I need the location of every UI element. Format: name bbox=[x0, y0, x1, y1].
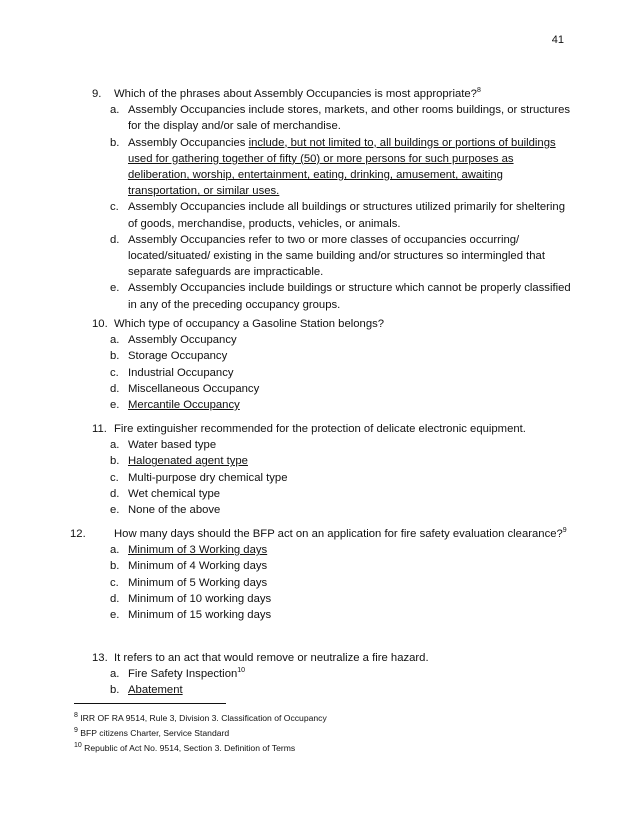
question-stem bbox=[92, 421, 572, 437]
footnotes bbox=[74, 711, 327, 756]
footnote-divider bbox=[74, 703, 226, 704]
question-stem bbox=[70, 526, 572, 542]
option-text: Industrial Occupancy bbox=[128, 366, 234, 379]
option-e bbox=[110, 397, 572, 413]
footnote-text: IRR OF RA 9514, Rule 3, Division 3. Classification of Occupancy bbox=[77, 713, 327, 723]
option-letter: a. bbox=[110, 334, 120, 347]
question-number: 11. bbox=[92, 423, 107, 435]
option-c bbox=[110, 365, 572, 381]
question-text: How many days should the BFP act on an application for fire safety evaluation clearance? bbox=[114, 528, 563, 540]
option-text bbox=[128, 280, 572, 312]
option-letter: b. bbox=[110, 350, 120, 363]
option-letter: a. bbox=[110, 104, 120, 117]
option-letter: d. bbox=[110, 487, 120, 500]
option-letter: e. bbox=[110, 609, 120, 622]
option-text: Minimum of 15 working days bbox=[128, 609, 272, 622]
option-letter: e. bbox=[110, 399, 120, 412]
correct-answer: Halogenated agent type bbox=[128, 455, 248, 468]
option-a bbox=[110, 102, 572, 134]
correct-answer: Mercantile Occupancy bbox=[128, 399, 240, 412]
option-text: None of the above bbox=[128, 504, 221, 517]
option-letter: c. bbox=[110, 471, 119, 484]
option-text-plain: Fire Safety Inspection bbox=[128, 668, 238, 681]
question-text: Fire extinguisher recommended for the protection of delicate electronic equipment. bbox=[114, 423, 526, 435]
option-d bbox=[110, 486, 572, 502]
option-b bbox=[110, 682, 572, 698]
option-letter: b. bbox=[110, 455, 120, 468]
option-letter: c. bbox=[110, 201, 119, 214]
option-text-plain: Assembly Occupancies bbox=[128, 136, 249, 149]
option-letter: c. bbox=[110, 366, 119, 379]
option-text-plain: Assembly Occupancies include buildings or structure which cannot be properly classified in any of the preceding occupancy groups. bbox=[128, 282, 571, 311]
option-letter: d. bbox=[110, 592, 120, 605]
question-number: 13. bbox=[92, 652, 108, 664]
option-text-plain: Assembly Occupancies refer to two or more classes of occupancies occurring/ located/situated/ existing in the same building and/or structures so intermingled that separate safeguards are impracticable. bbox=[128, 233, 545, 279]
option-letter: c. bbox=[110, 576, 119, 589]
footnote-ref: 10 bbox=[237, 667, 246, 675]
option-text: Multi-purpose dry chemical type bbox=[128, 471, 288, 484]
option-text bbox=[128, 232, 572, 281]
option-text: Assembly Occupancy bbox=[128, 334, 237, 347]
question-number: 12. bbox=[70, 528, 86, 540]
option-e bbox=[110, 280, 572, 312]
option-b bbox=[110, 453, 572, 469]
option-letter: b. bbox=[110, 684, 120, 697]
option-letter: b. bbox=[110, 560, 120, 573]
footnote-8 bbox=[74, 711, 327, 726]
option-text: Storage Occupancy bbox=[128, 350, 228, 363]
footnote-ref: 8 bbox=[476, 87, 481, 95]
option-a bbox=[110, 542, 572, 558]
option-letter: a. bbox=[110, 668, 120, 681]
correct-answer: Abatement bbox=[128, 684, 183, 697]
question-12 bbox=[70, 526, 572, 623]
option-letter: e. bbox=[110, 504, 120, 517]
option-text-plain: Assembly Occupancies include stores, markets, and other rooms buildings, or structures for the display and/or sale of merchandise. bbox=[128, 104, 571, 133]
option-d bbox=[110, 591, 572, 607]
option-text-plain: Assembly Occupancies include all buildings or structures utilized primarily for sheltering of goods, merchandise, products, vehicles, or animals. bbox=[128, 201, 565, 230]
option-text: Water based type bbox=[128, 439, 217, 452]
option-text: Minimum of 4 Working days bbox=[128, 560, 268, 573]
question-text: It refers to an act that would remove or neutralize a fire hazard. bbox=[114, 652, 429, 664]
option-text: Miscellaneous Occupancy bbox=[128, 382, 260, 395]
option-letter: a. bbox=[110, 439, 120, 452]
option-letter: b. bbox=[110, 136, 120, 149]
option-a bbox=[110, 666, 572, 682]
option-letter: d. bbox=[110, 233, 120, 246]
correct-answer: Minimum of 3 Working days bbox=[128, 544, 268, 557]
footnote-number: 9 bbox=[74, 727, 78, 735]
option-text bbox=[128, 135, 572, 200]
option-text bbox=[128, 102, 572, 134]
option-text: Minimum of 10 working days bbox=[128, 592, 272, 605]
option-letter: a. bbox=[110, 544, 120, 557]
footnote-text: Republic of Act No. 9514, Section 3. Definition of Terms bbox=[81, 743, 296, 753]
footnote-ref: 9 bbox=[562, 527, 567, 535]
question-number: 10. bbox=[92, 318, 108, 330]
option-e bbox=[110, 502, 572, 518]
option-text bbox=[128, 199, 572, 231]
option-d bbox=[110, 232, 572, 281]
footnote-number: 10 bbox=[74, 742, 82, 750]
option-letter: d. bbox=[110, 382, 120, 395]
option-d bbox=[110, 381, 572, 397]
option-b bbox=[110, 348, 572, 364]
option-text bbox=[128, 666, 572, 682]
option-b bbox=[110, 135, 572, 200]
question-number: 9. bbox=[92, 88, 102, 100]
question-text: Which of the phrases about Assembly Occupancies is most appropriate? bbox=[114, 88, 477, 100]
page-number: 41 bbox=[551, 34, 564, 46]
question-9 bbox=[92, 86, 572, 313]
footnote-number: 8 bbox=[74, 712, 78, 720]
option-c bbox=[110, 470, 572, 486]
question-stem bbox=[92, 650, 572, 666]
option-b bbox=[110, 558, 572, 574]
question-stem bbox=[92, 316, 572, 332]
option-text: Wet chemical type bbox=[128, 487, 221, 500]
option-e bbox=[110, 607, 572, 623]
footnote-text: BFP citizens Charter, Service Standard bbox=[77, 728, 230, 738]
question-stem bbox=[92, 86, 572, 102]
option-c bbox=[110, 575, 572, 591]
option-letter: e. bbox=[110, 282, 120, 295]
question-10 bbox=[92, 316, 572, 413]
footnote-9 bbox=[74, 726, 327, 741]
question-13 bbox=[92, 650, 572, 699]
correct-answer: include, but not limited to, all buildings or portions of buildings used for gathering together of fifty (50) or more persons for such purposes as deliberation, worship, entertainment, eating, drinking, amusement, awaiting transportation, or similar uses. bbox=[128, 136, 556, 198]
option-c bbox=[110, 199, 572, 231]
option-text: Minimum of 5 Working days bbox=[128, 576, 268, 589]
footnote-10 bbox=[74, 741, 327, 756]
option-a bbox=[110, 332, 572, 348]
question-11 bbox=[92, 421, 572, 518]
question-text: Which type of occupancy a Gasoline Station belongs? bbox=[114, 318, 385, 330]
option-a bbox=[110, 437, 572, 453]
